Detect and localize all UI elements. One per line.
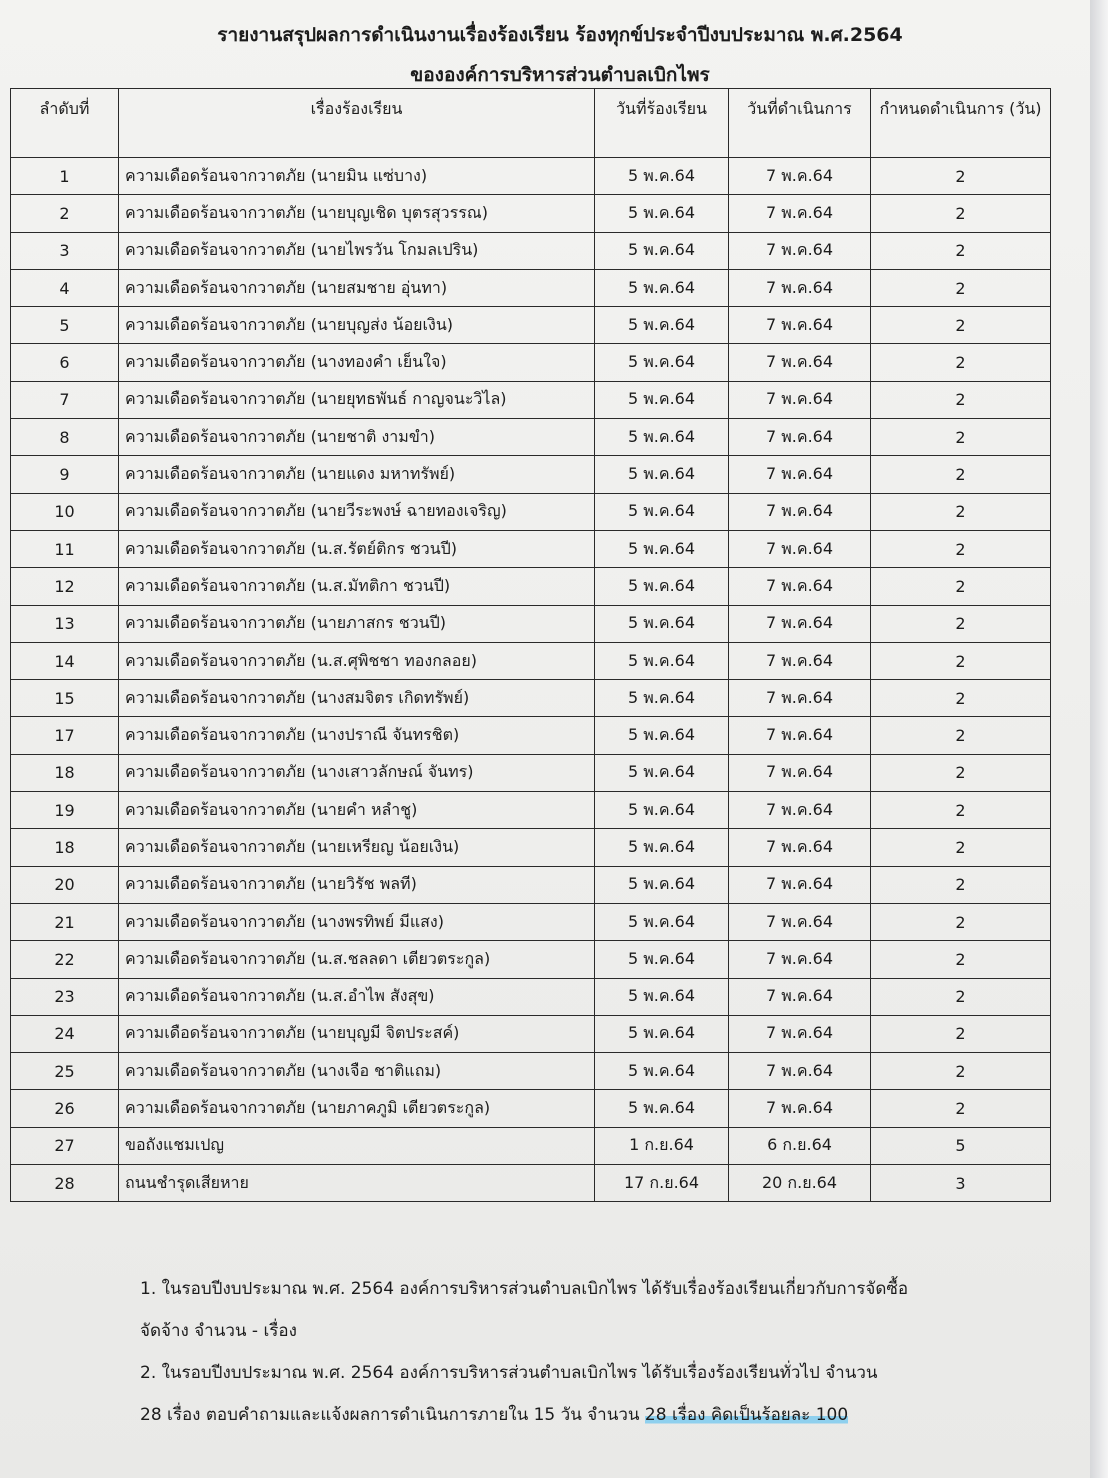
row-number: 25 [11,1053,119,1090]
row-action-date: 7 พ.ค.64 [729,792,871,829]
row-deadline-days: 2 [871,941,1051,978]
row-action-date: 7 พ.ค.64 [729,568,871,605]
table-row [11,605,1051,642]
row-number: 22 [11,941,119,978]
note-2-text: 28 เรื่อง ตอบคำถามและแจ้งผลการดำเนินการภายใน 15 วัน จำนวน [140,1405,645,1425]
table-row [11,307,1051,344]
row-number: 5 [11,307,119,344]
header-complaint-date: วันที่ร้องเรียน [595,89,729,158]
row-complaint-date: 5 พ.ค.64 [595,829,729,866]
row-action-date: 7 พ.ค.64 [729,493,871,530]
row-subject: ความเดือดร้อนจากวาตภัย (น.ส.ชลลดา เตียวตระกูล) [119,941,595,978]
row-complaint-date: 5 พ.ค.64 [595,680,729,717]
row-number: 28 [11,1165,119,1202]
row-subject: ความเดือดร้อนจากวาตภัย (น.ส.ศุพิชชา ทองกลอย) [119,642,595,679]
row-action-date: 7 พ.ค.64 [729,1090,871,1127]
row-number: 14 [11,642,119,679]
row-number: 18 [11,754,119,791]
row-number: 4 [11,269,119,306]
row-number: 17 [11,717,119,754]
highlighted-result: 28 เรื่อง คิดเป็นร้อยละ 100 [644,1405,849,1425]
table-row [11,1015,1051,1052]
row-deadline-days: 2 [871,269,1051,306]
note-1-line-1: 1. ในรอบปีงบประมาณ พ.ศ. 2564 องค์การบริหารส่วนตำบลเบิกไพร ได้รับเรื่องร้องเรียนเกี่ยวกับการจัดซื้อ [140,1279,909,1299]
row-number: 20 [11,866,119,903]
row-subject: ความเดือดร้อนจากวาตภัย (นายวิรัช พลที) [119,866,595,903]
row-subject: ความเดือดร้อนจากวาตภัย (นายไพรวัน โกมลเปริน) [119,232,595,269]
row-subject: ความเดือดร้อนจากวาตภัย (นางปราณี จันทรชิต) [119,717,595,754]
row-deadline-days: 2 [871,456,1051,493]
row-subject: ความเดือดร้อนจากวาตภัย (นายบุญมี จิตประสค์) [119,1015,595,1052]
row-subject: ความเดือดร้อนจากวาตภัย (นางเสาวลักษณ์ จันทร) [119,754,595,791]
row-complaint-date: 5 พ.ค.64 [595,717,729,754]
row-complaint-date: 5 พ.ค.64 [595,1090,729,1127]
row-deadline-days: 2 [871,903,1051,940]
row-subject: ความเดือดร้อนจากวาตภัย (น.ส.รัตย์ติกร ชวนปี) [119,530,595,567]
row-deadline-days: 2 [871,829,1051,866]
row-subject: ความเดือดร้อนจากวาตภัย (นายยุทธพันธ์ กาญจนะวิไล) [119,381,595,418]
row-number: 18 [11,829,119,866]
row-complaint-date: 5 พ.ค.64 [595,754,729,791]
table-row [11,903,1051,940]
row-number: 24 [11,1015,119,1052]
report-title: รายงานสรุปผลการดำเนินงานเรื่องร้องเรียน ร้องทุกข์ประจำปีงบประมาณ พ.ศ.2564 [217,24,903,46]
row-deadline-days: 2 [871,232,1051,269]
row-number: 13 [11,605,119,642]
row-subject: ความเดือดร้อนจากวาตภัย (นายสมชาย อุ่นทา) [119,269,595,306]
row-number: 7 [11,381,119,418]
row-deadline-days: 2 [871,978,1051,1015]
header-deadline: กำหนดดำเนินการ (วัน) [871,89,1051,158]
row-subject: ความเดือดร้อนจากวาตภัย (นายคำ หลำชู) [119,792,595,829]
note-1-line-2: จัดจ้าง จำนวน - เรื่อง [140,1321,297,1341]
row-number: 26 [11,1090,119,1127]
table-row [11,419,1051,456]
row-subject: ความเดือดร้อนจากวาตภัย (นายภาสกร ชวนปี) [119,605,595,642]
row-deadline-days: 2 [871,530,1051,567]
table-body [11,158,1051,1202]
table-row [11,158,1051,195]
table-row [11,866,1051,903]
table-row [11,978,1051,1015]
row-subject: ความเดือดร้อนจากวาตภัย (นางพรทิพย์ มีแสง) [119,903,595,940]
table-row [11,754,1051,791]
row-subject: ถนนชำรุดเสียหาย [119,1165,595,1202]
row-complaint-date: 5 พ.ค.64 [595,642,729,679]
row-complaint-date: 5 พ.ค.64 [595,158,729,195]
row-action-date: 7 พ.ค.64 [729,941,871,978]
row-complaint-date: 1 ก.ย.64 [595,1127,729,1164]
row-deadline-days: 2 [871,195,1051,232]
row-complaint-date: 5 พ.ค.64 [595,232,729,269]
row-deadline-days: 2 [871,717,1051,754]
row-number: 27 [11,1127,119,1164]
row-number: 11 [11,530,119,567]
row-subject: ความเดือดร้อนจากวาตภัย (นางสมจิตร เกิดทรัพย์) [119,680,595,717]
table-row [11,195,1051,232]
row-number: 19 [11,792,119,829]
table-row [11,1165,1051,1202]
table-row [11,344,1051,381]
row-subject: ความเดือดร้อนจากวาตภัย (นายบุญส่ง น้อยเงิน) [119,307,595,344]
table-row [11,1053,1051,1090]
row-complaint-date: 5 พ.ค.64 [595,941,729,978]
row-deadline-days: 2 [871,568,1051,605]
row-action-date: 7 พ.ค.64 [729,419,871,456]
row-complaint-date: 5 พ.ค.64 [595,381,729,418]
row-subject: ความเดือดร้อนจากวาตภัย (นายเหรียญ น้อยเงิน) [119,829,595,866]
row-complaint-date: 5 พ.ค.64 [595,1053,729,1090]
row-complaint-date: 17 ก.ย.64 [595,1165,729,1202]
row-action-date: 7 พ.ค.64 [729,1053,871,1090]
row-deadline-days: 2 [871,1053,1051,1090]
row-deadline-days: 2 [871,344,1051,381]
row-number: 23 [11,978,119,1015]
page-edge-shadow [1090,0,1108,1478]
row-action-date: 7 พ.ค.64 [729,269,871,306]
table-row [11,680,1051,717]
row-deadline-days: 2 [871,1015,1051,1052]
row-subject: ความเดือดร้อนจากวาตภัย (นายชาติ งามขำ) [119,419,595,456]
table-row [11,829,1051,866]
row-action-date: 7 พ.ค.64 [729,605,871,642]
row-complaint-date: 5 พ.ค.64 [595,456,729,493]
report-subtitle: ขององค์การบริหารส่วนตำบลเบิกไพร [410,64,710,86]
table-row [11,1127,1051,1164]
row-subject: ความเดือดร้อนจากวาตภัย (นายบุญเชิด บุตรสุวรรณ) [119,195,595,232]
row-complaint-date: 5 พ.ค.64 [595,530,729,567]
table-row [11,530,1051,567]
row-action-date: 7 พ.ค.64 [729,195,871,232]
table-row [11,1090,1051,1127]
row-action-date: 7 พ.ค.64 [729,158,871,195]
row-deadline-days: 2 [871,307,1051,344]
row-subject: ความเดือดร้อนจากวาตภัย (น.ส.มัทติกา ชวนปี) [119,568,595,605]
row-complaint-date: 5 พ.ค.64 [595,792,729,829]
row-deadline-days: 2 [871,866,1051,903]
row-subject: ความเดือดร้อนจากวาตภัย (นายแดง มหาทรัพย์) [119,456,595,493]
row-action-date: 7 พ.ค.64 [729,866,871,903]
row-subject: ขอถังแชมเปญ [119,1127,595,1164]
row-number: 12 [11,568,119,605]
row-number: 15 [11,680,119,717]
row-subject: ความเดือดร้อนจากวาตภัย (นายวีระพงษ์ ฉายทองเจริญ) [119,493,595,530]
table-row [11,568,1051,605]
header-action-date: วันที่ดำเนินการ [729,89,871,158]
row-complaint-date: 5 พ.ค.64 [595,195,729,232]
row-deadline-days: 5 [871,1127,1051,1164]
table-row [11,717,1051,754]
row-subject: ความเดือดร้อนจากวาตภัย (นายภาคภูมิ เตียวตระกูล) [119,1090,595,1127]
row-complaint-date: 5 พ.ค.64 [595,493,729,530]
row-deadline-days: 2 [871,158,1051,195]
table-row [11,232,1051,269]
row-action-date: 7 พ.ค.64 [729,1015,871,1052]
row-action-date: 20 ก.ย.64 [729,1165,871,1202]
row-deadline-days: 2 [871,1090,1051,1127]
row-complaint-date: 5 พ.ค.64 [595,344,729,381]
row-complaint-date: 5 พ.ค.64 [595,419,729,456]
row-deadline-days: 3 [871,1165,1051,1202]
row-deadline-days: 2 [871,493,1051,530]
row-number: 1 [11,158,119,195]
row-number: 6 [11,344,119,381]
table-row [11,642,1051,679]
row-complaint-date: 5 พ.ค.64 [595,568,729,605]
row-number: 9 [11,456,119,493]
row-action-date: 7 พ.ค.64 [729,530,871,567]
summary-notes [140,1268,1040,1436]
table-row [11,381,1051,418]
row-action-date: 7 พ.ค.64 [729,903,871,940]
row-number: 3 [11,232,119,269]
row-number: 21 [11,903,119,940]
note-2-line-1: 2. ในรอบปีงบประมาณ พ.ศ. 2564 องค์การบริหารส่วนตำบลเบิกไพร ได้รับเรื่องร้องเรียนทั่วไป จำนวน [140,1363,878,1383]
table-row [11,792,1051,829]
row-action-date: 7 พ.ค.64 [729,829,871,866]
row-complaint-date: 5 พ.ค.64 [595,866,729,903]
row-action-date: 7 พ.ค.64 [729,381,871,418]
row-action-date: 7 พ.ค.64 [729,344,871,381]
row-complaint-date: 5 พ.ค.64 [595,1015,729,1052]
row-action-date: 7 พ.ค.64 [729,642,871,679]
row-action-date: 7 พ.ค.64 [729,717,871,754]
row-deadline-days: 2 [871,792,1051,829]
table-row [11,493,1051,530]
note-2-line-2 [140,1394,1040,1436]
row-deadline-days: 2 [871,419,1051,456]
row-action-date: 7 พ.ค.64 [729,680,871,717]
table-row [11,456,1051,493]
row-deadline-days: 2 [871,680,1051,717]
row-action-date: 7 พ.ค.64 [729,307,871,344]
row-action-date: 7 พ.ค.64 [729,232,871,269]
row-deadline-days: 2 [871,605,1051,642]
row-complaint-date: 5 พ.ค.64 [595,307,729,344]
row-complaint-date: 5 พ.ค.64 [595,978,729,1015]
table-row [11,269,1051,306]
row-number: 10 [11,493,119,530]
note-2 [140,1352,1040,1436]
row-subject: ความเดือดร้อนจากวาตภัย (น.ส.อำไพ สังสุข) [119,978,595,1015]
row-complaint-date: 5 พ.ค.64 [595,269,729,306]
row-action-date: 7 พ.ค.64 [729,978,871,1015]
complaints-table [10,88,1051,1202]
note-1 [140,1268,1040,1352]
table-row [11,941,1051,978]
row-action-date: 7 พ.ค.64 [729,456,871,493]
row-complaint-date: 5 พ.ค.64 [595,605,729,642]
row-action-date: 6 ก.ย.64 [729,1127,871,1164]
row-deadline-days: 2 [871,381,1051,418]
table-header-row [11,89,1051,158]
row-action-date: 7 พ.ค.64 [729,754,871,791]
row-subject: ความเดือดร้อนจากวาตภัย (นายมิน แซ่บาง) [119,158,595,195]
row-deadline-days: 2 [871,642,1051,679]
row-complaint-date: 5 พ.ค.64 [595,903,729,940]
header-subject: เรื่องร้องเรียน [119,89,595,158]
row-deadline-days: 2 [871,754,1051,791]
row-number: 8 [11,419,119,456]
row-subject: ความเดือดร้อนจากวาตภัย (นางเจือ ชาติแถม) [119,1053,595,1090]
row-number: 2 [11,195,119,232]
row-subject: ความเดือดร้อนจากวาตภัย (นางทองคำ เย็นใจ) [119,344,595,381]
header-no: ลำดับที่ [11,89,119,158]
